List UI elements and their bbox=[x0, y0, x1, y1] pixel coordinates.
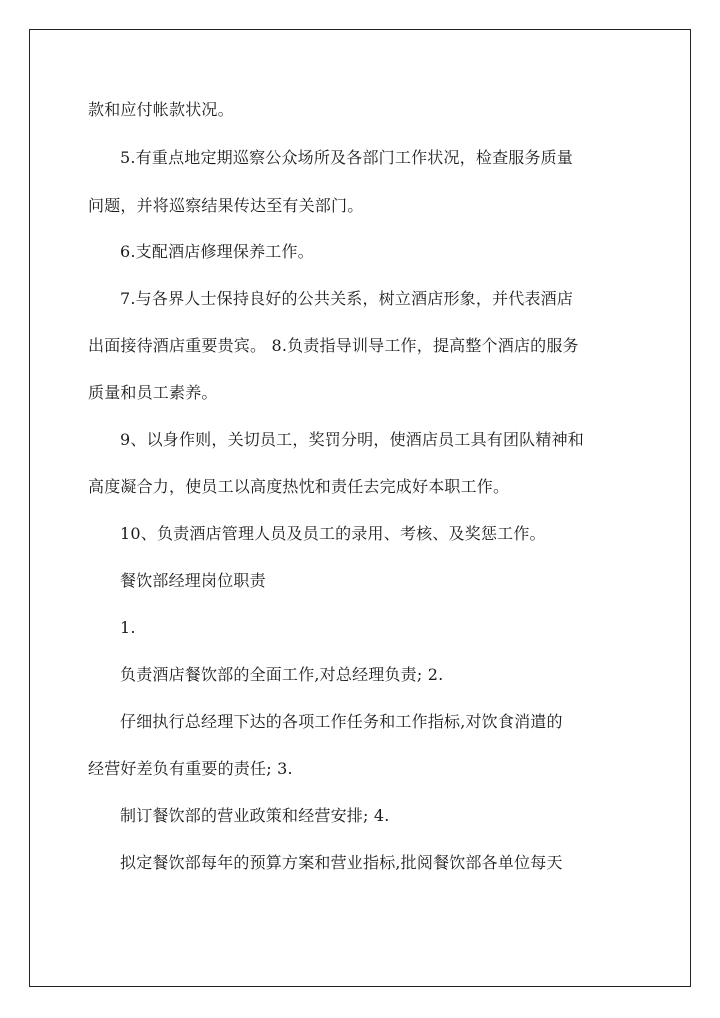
text-line-14: 仔细执行总经理下达的各项工作任务和工作指标,对饮食消遣的 bbox=[120, 712, 563, 731]
text-line-1: 款和应付帐款状况。 bbox=[88, 100, 234, 119]
text-line-16: 制订餐饮部的营业政策和经营安排; 4. bbox=[120, 806, 390, 825]
text-line-4: 6.支配酒店修理保养工作。 bbox=[120, 242, 314, 261]
text-line-17: 拟定餐饮部每年的预算方案和营业指标,批阅餐饮部各单位每天 bbox=[120, 853, 563, 872]
section-heading: 餐饮部经理岗位职责 bbox=[120, 571, 266, 590]
text-line-13: 负责酒店餐饮部的全面工作,对总经理负责; 2. bbox=[120, 665, 444, 684]
text-line-10: 10、负责酒店管理人员及员工的录用、考核、及奖惩工作。 bbox=[120, 524, 546, 543]
text-line-6: 出面接待酒店重要贵宾。 8.负责指导训导工作，提高整个酒店的服务 bbox=[88, 336, 579, 355]
text-line-5: 7.与各界人士保持良好的公共关系，树立酒店形象，并代表酒店 bbox=[120, 289, 574, 308]
text-line-9: 高度凝合力，使员工以高度热忱和责任去完成好本职工作。 bbox=[88, 477, 510, 496]
page-border bbox=[29, 29, 691, 987]
text-line-15: 经营好差负有重要的责任; 3. bbox=[88, 759, 293, 778]
text-line-2: 5.有重点地定期巡察公众场所及各部门工作状况，检查服务质量 bbox=[120, 148, 574, 167]
text-line-7: 质量和员工素养。 bbox=[88, 383, 218, 402]
text-line-3: 问题，并将巡察结果传达至有关部门。 bbox=[88, 196, 364, 215]
text-line-12: 1. bbox=[120, 618, 136, 637]
text-line-8: 9、以身作则，关切员工，奖罚分明，使酒店员工具有团队精神和 bbox=[120, 430, 584, 449]
